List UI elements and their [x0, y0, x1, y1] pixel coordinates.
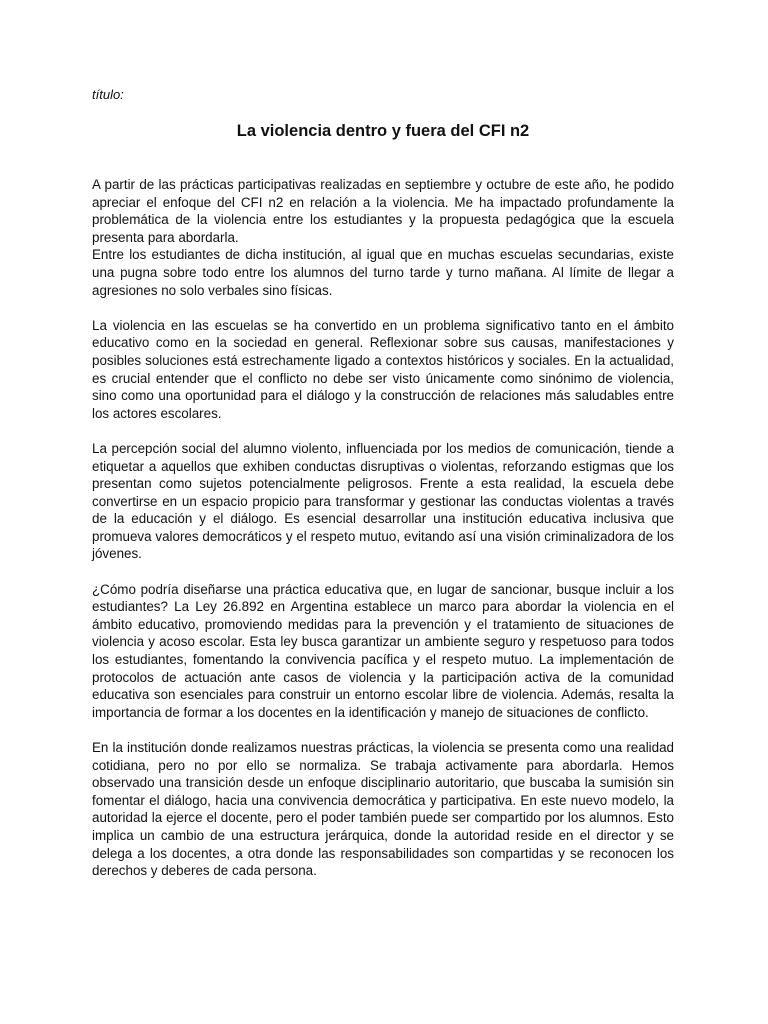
document-body [92, 176, 674, 880]
paragraph-3: La violencia en las escuelas se ha convertido en un problema significativo tanto en el ámbito educativo como en la sociedad en general. Reflexionar sobre sus causas, manifestaciones y posibles soluciones está estrechamente ligado a contextos históricos y sociales. En la actualidad, es crucial entender que el conflicto no debe ser visto únicamente como sinónimo de violencia, sino como una oportunidad para el diálogo y la construcción de relaciones más saludables entre los actores escolares. [92, 317, 674, 421]
document-title: La violencia dentro y fuera del CFI n2 [236, 122, 530, 140]
paragraph-2: Entre los estudiantes de dicha institución, al igual que en muchas escuelas secundarias, existe una pugna sobre todo entre los alumnos del turno tarde y turno mañana. Al límite de llegar a agresiones no solo verbales sino físicas. [92, 247, 674, 298]
title-label: título: [92, 87, 124, 102]
paragraph-1: A partir de las prácticas participativas realizadas en septiembre y octubre de este año, he podido apreciar el enfoque del CFI n2 en relación a la violencia. Me ha impactado profundamente la problemática de la violencia entre los estudiantes y la propuesta pedagógica que la escuela presenta para abordarla. [92, 177, 674, 245]
paragraph-5: ¿Cómo podría diseñarse una práctica educativa que, en lugar de sancionar, busque incluir a los estudiantes? La Ley 26.892 en Argentina establece un marco para abordar la violencia en el ámbito educativo, promoviendo medidas para la prevención y el tratamiento de situaciones de violencia y acoso escolar. Esta ley busca garantizar un ambiente seguro y respetuoso para todos los estudiantes, fomentando la convivencia pacífica y el respeto mutuo. La implementación de protocolos de actuación ante casos de violencia y la participación activa de la comunidad educativa son esenciales para construir un entorno escolar libre de violencia. Además, resalta la importancia de formar a los docentes en la identificación y manejo de situaciones de conflicto. [92, 581, 674, 720]
document-page [92, 86, 674, 897]
paragraph-4: La percepción social del alumno violento, influenciada por los medios de comunicación, tiende a etiquetar a aquellos que exhiben conductas disruptivas o violentas, reforzando estigmas que los presentan como sujetos potencialmente peligrosos. Frente a esta realidad, la escuela debe convertirse en un espacio propicio para transformar y gestionar las conductas violentas a través de la educación y el diálogo. Es esencial desarrollar una institución educativa inclusiva que promueva valores democráticos y el respeto mutuo, evitando así una visión criminalizadora de los jóvenes. [92, 440, 674, 562]
paragraph-6: En la institución donde realizamos nuestras prácticas, la violencia se presenta como una realidad cotidiana, pero no por ello se normaliza. Se trabaja activamente para abordarla. Hemos observado una transición desde un enfoque disciplinario autoritario, que buscaba la sumisión sin fomentar el diálogo, hacia una convivencia democrática y participativa. En este nuevo modelo, la autoridad la ejerce el docente, pero el poder también puede ser compartido por los alumnos. Esto implica un cambio de una estructura jerárquica, donde la autoridad reside en el director y se delega a los docentes, a otra donde las responsabilidades son compartidas y se reconocen los derechos y deberes de cada persona. [92, 740, 674, 879]
